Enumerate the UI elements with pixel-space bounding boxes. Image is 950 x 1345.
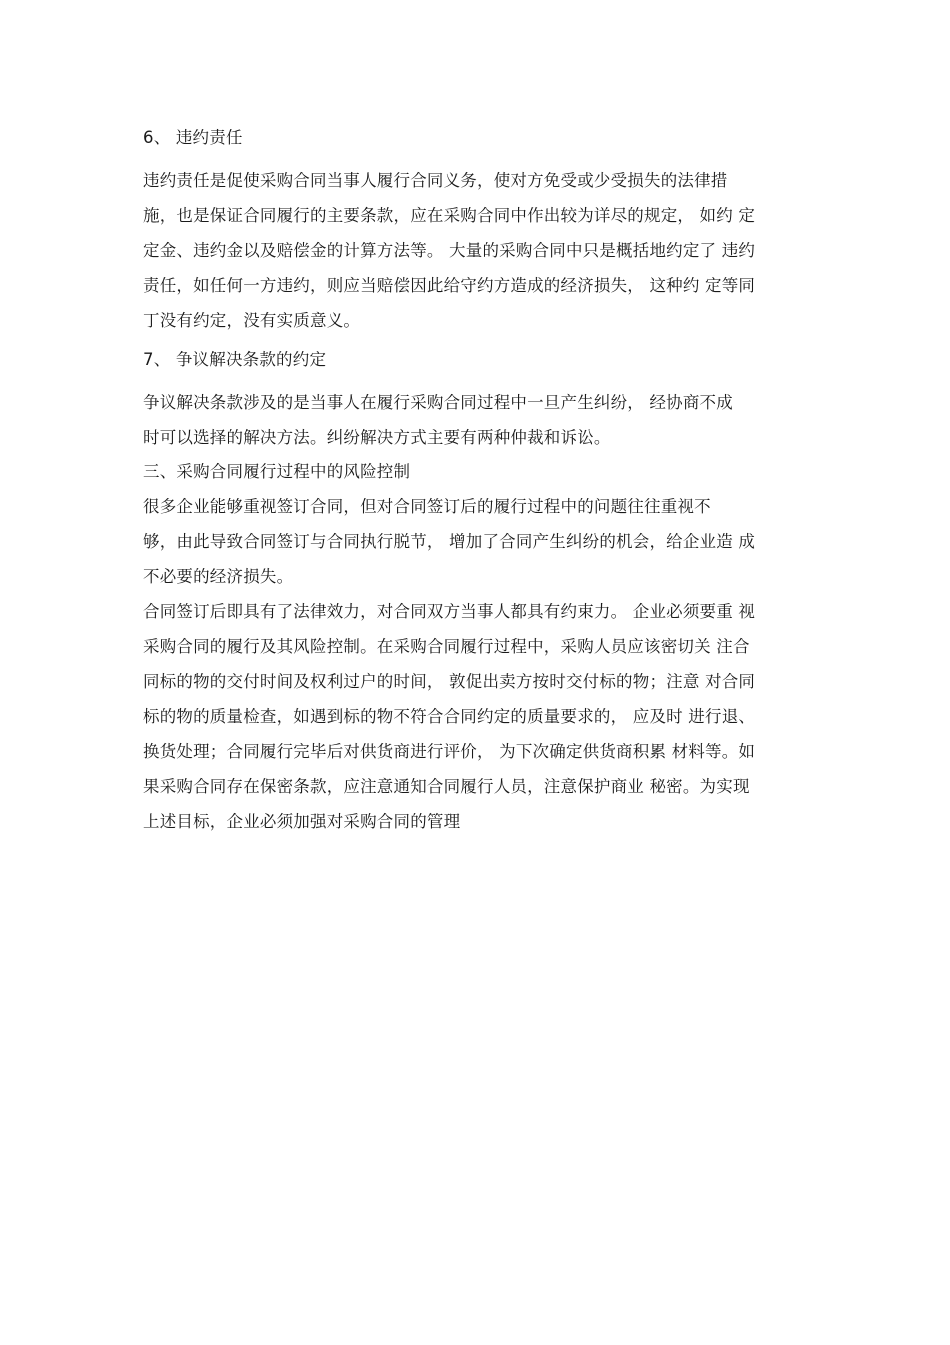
paragraph-line: 合同签订后即具有了法律效力，对合同双方当事人都具有约束力。 企业必须要重 视 xyxy=(143,602,756,621)
heading-dispute-resolution: 7、 争议解决条款的约定 xyxy=(143,350,327,369)
paragraph-line: 标的物的质量检查，如遇到标的物不符合合同约定的质量要求的， 应及时 进行退、 xyxy=(143,707,756,726)
paragraph-line: 够，由此导致合同签订与合同执行脱节， 增加了合同产生纠纷的机会，给企业造 成 xyxy=(143,532,756,551)
paragraph-line: 争议解决条款涉及的是当事人在履行采购合同过程中一旦产生纠纷， 经协商不成 xyxy=(143,393,733,412)
paragraph-line: 定金、违约金以及赔偿金的计算方法等。 大量的采购合同中只是概括地约定了 违约 xyxy=(143,241,756,260)
paragraph-line: 同标的物的交付时间及权利过户的时间， 敦促出卖方按时交付标的物；注意 对合同 xyxy=(143,672,756,691)
paragraph-line: 丁没有约定，没有实质意义。 xyxy=(143,311,361,330)
paragraph-line: 采购合同的履行及其风险控制。在采购合同履行过程中，采购人员应该密切关 注合 xyxy=(143,637,750,656)
paragraph-line: 果采购合同存在保密条款，应注意通知合同履行人员，注意保护商业 秘密。为实现 xyxy=(143,777,750,796)
paragraph-line: 时可以选择的解决方法。纠纷解决方式主要有两种仲裁和诉讼。 xyxy=(143,428,611,447)
heading-risk-control: 三、采购合同履行过程中的风险控制 xyxy=(143,462,411,481)
paragraph-line: 很多企业能够重视签订合同，但对合同签订后的履行过程中的问题往往重视不 xyxy=(143,497,711,516)
heading-breach-liability: 6、 违约责任 xyxy=(143,128,243,147)
paragraph-line: 施，也是保证合同履行的主要条款，应在采购合同中作出较为详尽的规定， 如约 定 xyxy=(143,206,756,225)
paragraph-line: 违约责任是促使采购合同当事人履行合同义务，使对方免受或少受损失的法律措 xyxy=(143,171,728,190)
paragraph-line: 责任，如任何一方违约，则应当赔偿因此给守约方造成的经济损失， 这种约 定等同 xyxy=(143,276,756,295)
paragraph-line: 上述目标，企业必须加强对采购合同的管理 xyxy=(143,812,461,831)
paragraph-line: 换货处理；合同履行完毕后对供货商进行评价， 为下次确定供货商积累 材料等。如 xyxy=(143,742,756,761)
paragraph-line: 不必要的经济损失。 xyxy=(143,567,294,586)
